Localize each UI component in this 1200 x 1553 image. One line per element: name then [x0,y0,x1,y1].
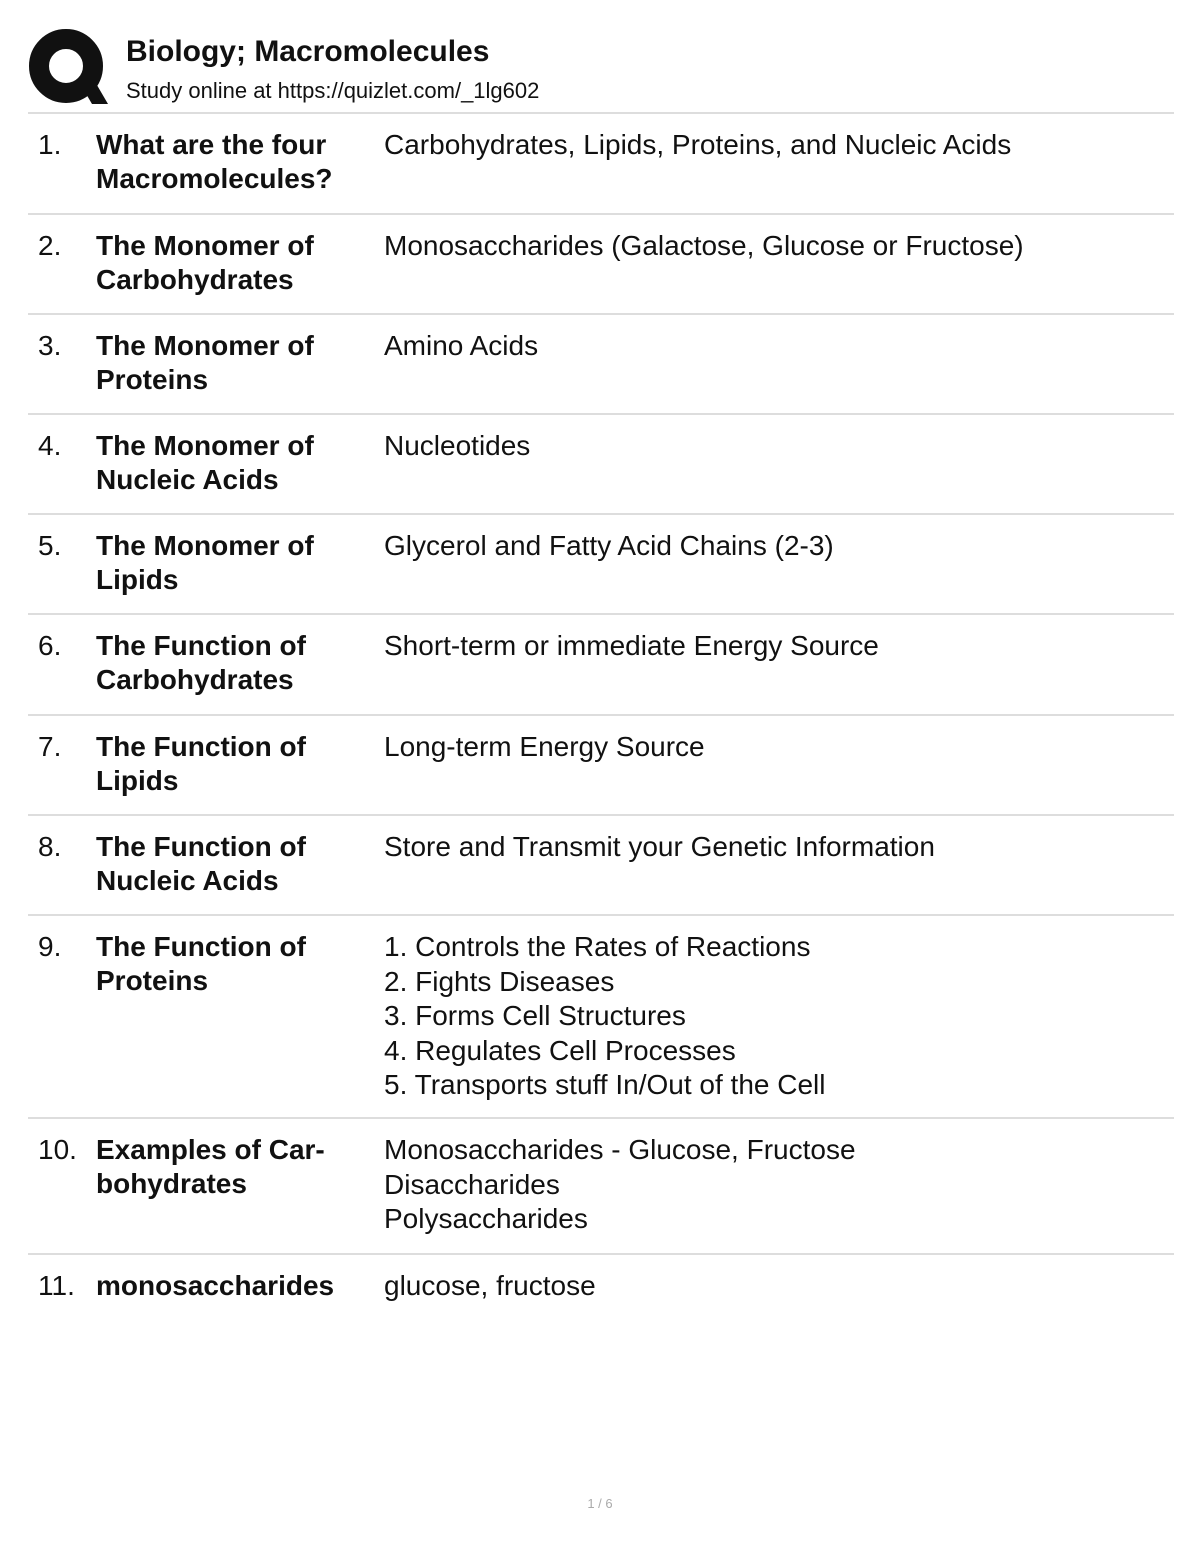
card-term: What are the four Macromolecules? [96,129,333,194]
card-definition [384,930,1164,1103]
card-definition [384,830,1164,865]
definition-line: Carbohydrates, Lipids, Proteins, and Nucleic Acids [384,129,1012,160]
card-number: 5. [38,530,62,561]
definition-line: 2. Fights Diseases [384,965,615,997]
quizlet-logo-icon [28,28,108,108]
definition-line: Long-term Energy Source [384,731,705,762]
flashcard-row [28,816,1174,916]
card-definition [384,1133,1164,1237]
definition-line: Store and Transmit your Genetic Information [384,831,935,862]
card-number: 1. [38,129,62,160]
card-number: 2. [38,230,62,261]
flashcard-row [28,1119,1174,1255]
card-definition [384,529,1164,564]
card-term: Examples of Car-bohydrates [96,1134,325,1199]
flashcard-row [28,315,1174,415]
card-definition [384,1269,1164,1304]
definition-line: Disaccharides [384,1168,560,1200]
flashcard-row [28,916,1174,1119]
card-term: The Monomer of Carbohydrates [96,230,314,295]
definition-line: Monosaccharides - Glucose, Fructose [384,1134,856,1165]
document-header [28,28,1174,112]
definition-line: Polysaccharides [384,1203,588,1234]
card-definition [384,730,1164,765]
flashcard-row [28,716,1174,816]
card-number: 4. [38,430,62,461]
definition-line: 5. Transports stuff In/Out of the Cell [384,1069,826,1100]
card-term: The Function of Proteins [96,931,306,996]
flashcard-row [28,615,1174,716]
card-definition [384,229,1164,264]
card-definition [384,329,1164,364]
study-online-link[interactable]: Study online at https://quizlet.com/_1lg602 [126,78,540,103]
card-term: The Monomer of Proteins [96,330,314,395]
page-title: Biology; Macromolecules [126,35,490,68]
flashcard-row [28,114,1174,215]
card-number: 9. [38,931,62,962]
card-definition [384,429,1164,464]
card-number: 8. [38,831,62,862]
card-number: 3. [38,330,62,361]
flashcard-list [28,112,1174,1315]
card-term: The Function of Nucleic Acids [96,831,306,896]
card-term: monosaccharides [96,1270,335,1301]
card-term: The Monomer of Lipids [96,530,314,595]
definition-line: glucose, fructose [384,1270,596,1301]
card-number: 6. [38,630,62,661]
flashcard-row [28,1255,1174,1315]
definition-line: 1. Controls the Rates of Reactions [384,931,811,962]
definition-line: Amino Acids [384,330,539,361]
definition-line: 4. Regulates Cell Processes [384,1034,736,1066]
definition-line: Monosaccharides (Galactose, Glucose or Fructose) [384,230,1024,261]
definition-line: Glycerol and Fatty Acid Chains (2-3) [384,530,834,561]
flashcard-row [28,415,1174,515]
card-definition [384,629,1164,664]
card-term: The Monomer of Nucleic Acids [96,430,314,495]
card-term: The Function of Carbohydrates [96,630,306,695]
card-number: 10. [38,1134,77,1165]
card-number: 11. [38,1270,75,1301]
definition-line: Short-term or immediate Energy Source [384,630,879,661]
definition-line: 3. Forms Cell Structures [384,1000,686,1031]
card-definition [384,128,1164,163]
flashcard-row [28,515,1174,615]
definition-line: Nucleotides [384,430,531,461]
card-number: 7. [38,731,62,762]
page-number: 1 / 6 [587,1496,613,1511]
card-term: The Function of Lipids [96,731,306,796]
flashcard-row [28,215,1174,315]
